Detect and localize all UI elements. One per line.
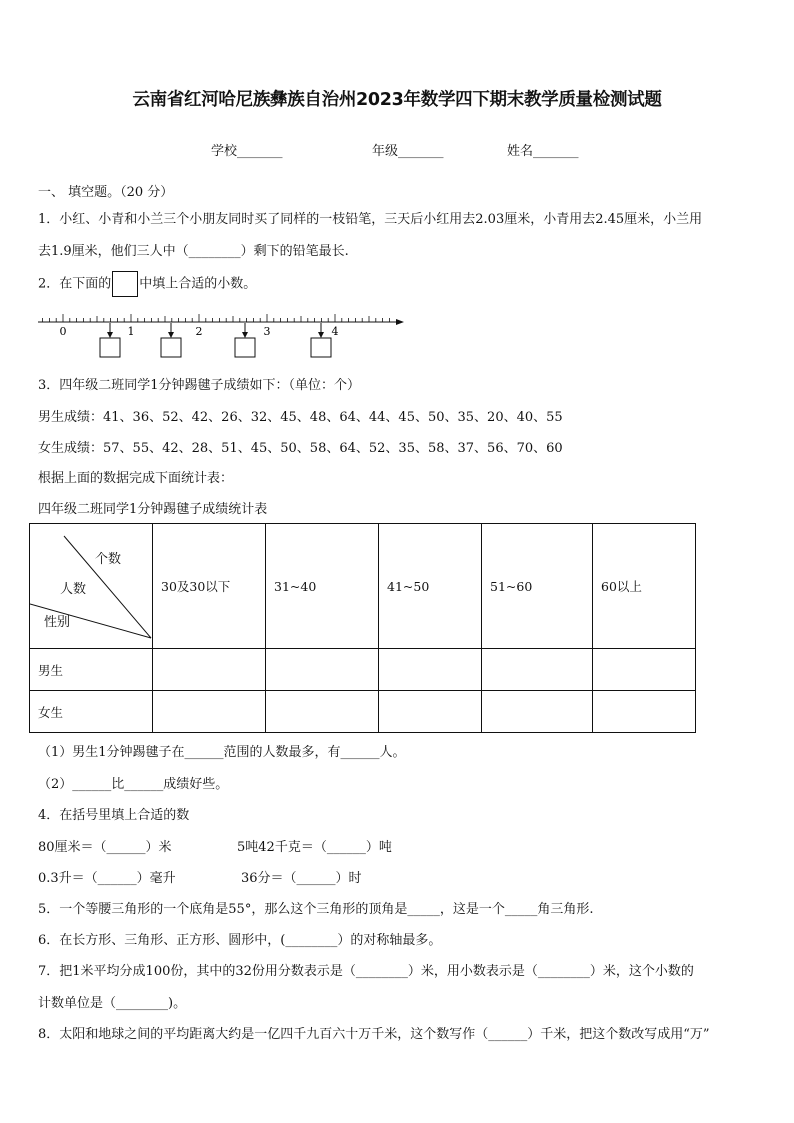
question-5: 5．一个等腰三角形的一个底角是55°，那么这个三角形的顶角是_____，这是一个_____角三角形. (38, 902, 594, 917)
question-3-girls-scores: 女生成绩：57、55、42、28、51、45、50、58、64、52、35、58、37、56、70、60 (38, 441, 563, 456)
stats-table (29, 523, 696, 733)
answer-box-1[interactable] (100, 338, 120, 357)
answer-box-4[interactable] (311, 338, 331, 357)
question-7-line1: 7．把1米平均分成100份，其中的32份用分数表示是（________）米，用小数表示是（________）米，这个小数的 (38, 964, 694, 979)
table-cell[interactable] (153, 691, 266, 733)
number-line (36, 312, 408, 362)
question-3-sub2: （2）______比______成绩好些。 (38, 777, 229, 792)
question-8: 8．太阳和地球之间的平均距离大约是一亿四千九百六十万千米，这个数写作（______）千米，把这个数改写成用“万” (38, 1027, 710, 1042)
question-3-instruction: 根据上面的数据完成下面统计表： (38, 471, 234, 486)
table-cell[interactable] (379, 649, 482, 691)
school-field: 学校_______ (211, 144, 283, 159)
grade-field: 年级_______ (372, 144, 444, 159)
table-cell[interactable] (153, 649, 266, 691)
arrow-4 (318, 323, 324, 338)
row-label-boys: 男生 (30, 649, 153, 691)
question-2-text-after: 中填上合适的小数。 (139, 276, 257, 292)
table-row (30, 691, 696, 733)
question-4-d: 36分＝（______）时 (241, 871, 362, 886)
answer-box-3[interactable] (235, 338, 255, 357)
table-title: 四年级二班同学1分钟踢毽子成绩统计表 (38, 502, 268, 517)
diagonal-lines (30, 524, 152, 649)
question-7-line2: 计数单位是（________)。 (38, 996, 187, 1011)
column-header-5: 60以上 (593, 524, 696, 649)
table-cell[interactable] (593, 691, 696, 733)
name-field: 姓名_______ (507, 144, 579, 159)
question-4-a: 80厘米＝（______）米 (38, 840, 172, 855)
tick-label-3: 3 (263, 325, 271, 338)
question-1-line2: 去1.9厘米，他们三人中（________）剩下的铅笔最长. (38, 244, 349, 259)
question-2 (38, 271, 256, 298)
question-4-c: 0.3升＝（______）毫升 (38, 871, 176, 886)
question-4-b: 5吨42千克＝（______）吨 (237, 840, 392, 855)
table-header-row (30, 524, 696, 649)
row-label-girls: 女生 (30, 691, 153, 733)
question-6: 6．在长方形、三角形、正方形、圆形中，(________）的对称轴最多。 (38, 933, 442, 948)
tick-label-0: 0 (59, 325, 67, 338)
answer-box-sample (112, 271, 138, 297)
table-cell[interactable] (482, 649, 593, 691)
answer-box-2[interactable] (161, 338, 181, 357)
table-cell[interactable] (593, 649, 696, 691)
tick-label-1: 1 (127, 325, 135, 338)
column-header-3: 41~50 (379, 524, 482, 649)
table-cell[interactable] (482, 691, 593, 733)
question-1-line1: 1．小红、小青和小兰三个小朋友同时买了同样的一枝铅笔，三天后小红用去2.03厘米，小青用去2.45厘米，小兰用 (38, 212, 703, 227)
section-heading: 一、 填空题。（20 分） (38, 185, 174, 200)
tick-label-2: 2 (195, 325, 203, 338)
table-cell[interactable] (266, 691, 379, 733)
table-row (30, 649, 696, 691)
column-header-1: 30及30以下 (153, 524, 266, 649)
question-3-sub1: （1）男生1分钟踢毽子在______范围的人数最多，有______人。 (38, 745, 406, 760)
question-3-intro: 3．四年级二班同学1分钟踢毽子成绩如下：（单位：个） (38, 378, 361, 393)
tick-label-4: 4 (331, 325, 339, 338)
table-cell[interactable] (266, 649, 379, 691)
arrow-2 (168, 323, 174, 338)
diag-label-top: 个数 (95, 552, 122, 567)
question-4-intro: 4．在括号里填上合适的数 (38, 808, 190, 823)
question-2-text-before: 2．在下面的 (38, 276, 112, 292)
diagonal-header-cell (30, 524, 153, 649)
diag-label-middle: 人数 (60, 582, 87, 597)
table-cell[interactable] (379, 691, 482, 733)
page-title: 云南省红河哈尼族彝族自治州2023年数学四下期末教学质量检测试题 (132, 90, 662, 110)
question-3-boys-scores: 男生成绩：41、36、52、42、26、32、45、48、64、44、45、50、35、20、40、55 (38, 410, 563, 425)
arrow-1 (107, 323, 113, 338)
column-header-2: 31~40 (266, 524, 379, 649)
arrow-3 (242, 323, 248, 338)
column-header-4: 51~60 (482, 524, 593, 649)
diag-label-bottom: 性别 (44, 615, 71, 630)
